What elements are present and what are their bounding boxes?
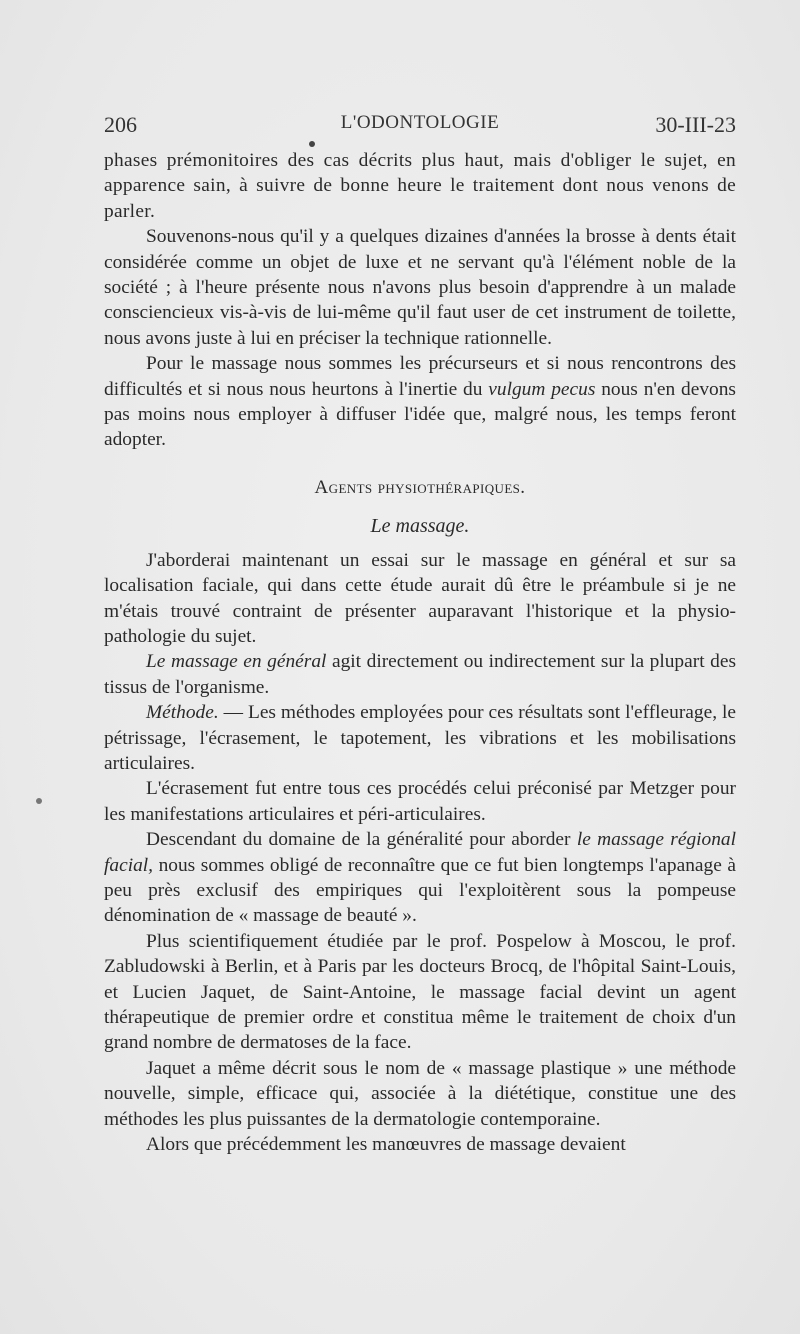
paragraph-8-italic: le massage régional facial,	[104, 829, 736, 876]
paragraph-3-text-a: Pour le massage nous sommes les précurseurs et si nous rencontrons des difficultés et si nous nous heurtons à l'inertie du	[104, 353, 736, 400]
section-heading-rest: gents physiothérapiques.	[328, 476, 526, 498]
paragraph-3-italic: vulgum pecus	[488, 378, 596, 400]
paragraph-3	[104, 351, 736, 453]
body-text	[104, 148, 736, 1157]
running-head	[104, 112, 736, 142]
issue-date: 30-III-23	[655, 112, 736, 137]
paragraph-8-text-a: Descendant du domaine de la généralité pour aborder	[146, 829, 577, 851]
ink-dot	[309, 141, 315, 147]
paragraph-7: L'écrasement fut entre tous ces procédés celui préconisé par Metzger pour les manifestations articulaires et péri-articulaires.	[104, 778, 736, 825]
section-heading-initial: A	[314, 476, 329, 498]
journal-title: L'ODONTOLOGIE	[340, 112, 500, 133]
paragraph-1: phases prémonitoires des cas décrits plus haut, mais d'obliger le sujet, en apparence sain, à suivre de bonne heure le traitement dont nous venons de parler.	[104, 150, 736, 222]
paragraph-4: J'aborderai maintenant un essai sur le massage en général et sur sa localisation faciale, qui dans cette étude aurait dû être le préambule si je ne m'étais trouvé contraint de présenter auparavant l'historique et la physio-pathologie du sujet.	[104, 549, 736, 647]
paragraph-5-italic: Le massage en général	[146, 651, 327, 673]
paragraph-6-italic: Méthode.	[146, 702, 219, 724]
paragraph-5-text: agit directement ou indirectement sur la plupart des tissus de l'organisme.	[104, 651, 736, 698]
margin-mark	[36, 798, 42, 804]
section-heading	[104, 475, 736, 500]
paragraph-2: Souvenons-nous qu'il y a quelques dizaines d'années la brosse à dents était considérée comme un objet de luxe et ne servant qu'à l'élément noble de la société ; à l'heure présente nous n'avons plus besoin d'apprendre à un malade consciencieux vis-à-vis de lui-même qu'il faut user de cet instrument de toilette, nous avons juste à lui en préciser la technique rationnelle.	[104, 226, 736, 349]
paragraph-3-text-b: nous n'en devons pas moins nous employer à diffuser l'idée que, malgré nous, les temps feront adopter.	[104, 378, 736, 451]
paragraph-10: Jaquet a même décrit sous le nom de « massage plastique » une méthode nouvelle, simple, efficace qui, associée à la diététique, constitue une des méthodes les plus puissantes de la dermatologie contemporaine.	[104, 1057, 736, 1130]
section-subheading: Le massage.	[370, 515, 470, 538]
paragraph-5	[104, 649, 736, 700]
paragraph-9: Plus scientifiquement étudiée par le prof. Pospelow à Moscou, le prof. Zabludowski à Berlin, et à Paris par les docteurs Brocq, de l'hôpital Saint-Louis, et Lucien Jaquet, de Saint-Antoine, le massage facial devint un agent thérapeutique de premier ordre et constitua même le traitement de choix d'un grand nombre de dermatoses de la face.	[104, 930, 736, 1054]
paragraph-6	[104, 700, 736, 776]
paragraph-11: Alors que précédemment les manœuvres de massage devaient	[146, 1134, 626, 1156]
paragraph-8	[104, 827, 736, 929]
paragraph-6-text: — Les méthodes employées pour ces résultats sont l'effleurage, le pétrissage, l'écrasement, le tapotement, les vibrations et les mobilisations articulaires.	[104, 702, 736, 774]
page-number: 206	[104, 112, 137, 137]
paragraph-8-text-b: nous sommes obligé de reconnaître que ce fut bien longtemps l'apanage à peu près exclusif des empiriques qui l'exploitèrent sous la pompeuse dénomination de « massage de beauté ».	[104, 854, 736, 927]
